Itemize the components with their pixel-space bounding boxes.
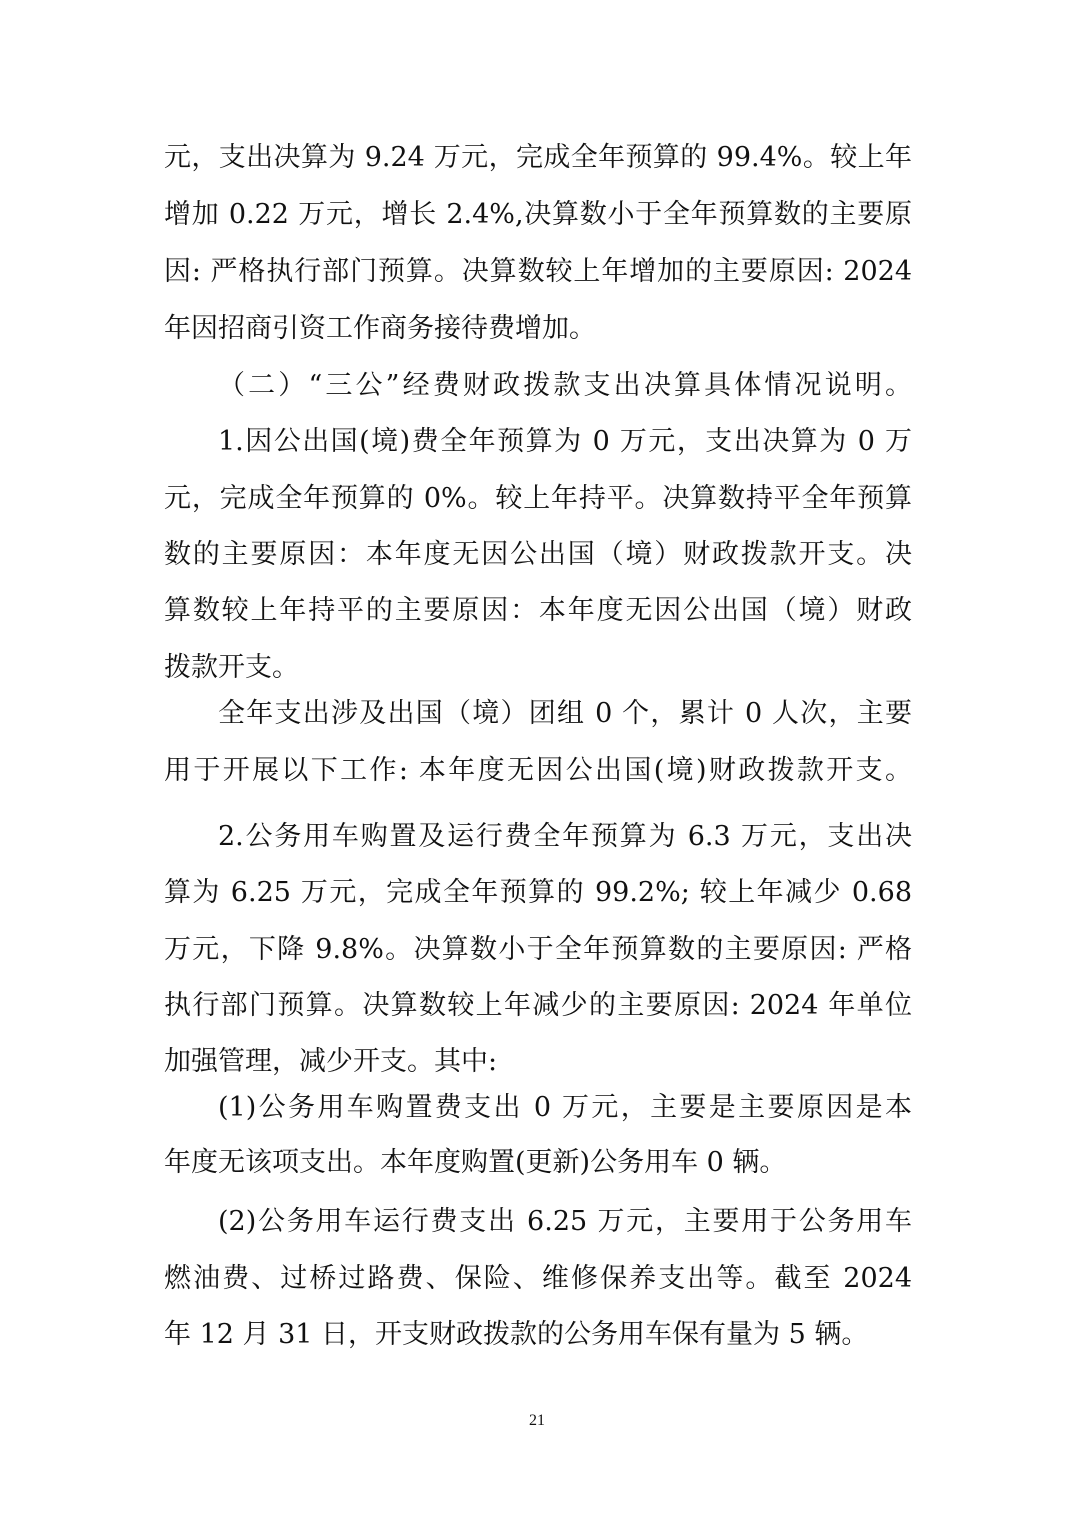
text-line-14: 算为 6.25 万元，完成全年预算的 99.2%; 较上年减少 0.68 xyxy=(164,877,912,908)
section-heading: （二）“三公”经费财政拨款支出决算具体情况说明。 xyxy=(218,370,912,401)
text-line-6: 1.因公出国(境)费全年预算为 0 万元，支出决算为 0 万 xyxy=(218,426,912,457)
text-line-16: 执行部门预算。决算数较上年减少的主要原因: 2024 年单位 xyxy=(164,990,912,1021)
text-line-3: 因: 严格执行部门预算。决算数较上年增加的主要原因: 2024 xyxy=(164,256,912,287)
text-line-22: 年 12 月 31 日，开支财政拨款的公务用车保有量为 5 辆。 xyxy=(164,1319,869,1350)
text-line-8: 数的主要原因：本年度无因公出国（境）财政拨款开支。决 xyxy=(164,539,912,570)
text-line-11: 全年支出涉及出国（境）团组 0 个，累计 0 人次，主要 xyxy=(218,698,912,729)
text-line-15: 万元，下降 9.8%。决算数小于全年预算数的主要原因: 严格 xyxy=(164,934,912,965)
text-line-17: 加强管理，减少开支。其中: xyxy=(164,1046,498,1077)
text-line-21: 燃油费、过桥过路费、保险、维修保养支出等。截至 2024 xyxy=(164,1263,912,1294)
text-line-18: (1)公务用车购置费支出 0 万元，主要是主要原因是本 xyxy=(218,1092,912,1123)
text-line-1: 元，支出决算为 9.24 万元，完成全年预算的 99.4%。较上年 xyxy=(164,142,912,173)
text-line-9: 算数较上年持平的主要原因：本年度无因公出国（境）财政 xyxy=(164,595,912,626)
text-line-19: 年度无该项支出。本年度购置(更新)公务用车 0 辆。 xyxy=(164,1147,787,1178)
text-line-7: 元，完成全年预算的 0%。较上年持平。决算数持平全年预算 xyxy=(164,483,912,514)
text-line-13: 2.公务用车购置及运行费全年预算为 6.3 万元，支出决 xyxy=(218,821,912,852)
text-line-2: 增加 0.22 万元，增长 2.4%,决算数小于全年预算数的主要原 xyxy=(164,199,912,230)
text-line-4: 年因招商引资工作商务接待费增加。 xyxy=(164,313,596,344)
text-line-12: 用于开展以下工作: 本年度无因公出国(境)财政拨款开支。 xyxy=(164,755,912,786)
page-number: 21 xyxy=(529,1412,545,1429)
text-line-20: (2)公务用车运行费支出 6.25 万元，主要用于公务用车 xyxy=(218,1206,912,1237)
text-line-10: 拨款开支。 xyxy=(164,652,299,683)
